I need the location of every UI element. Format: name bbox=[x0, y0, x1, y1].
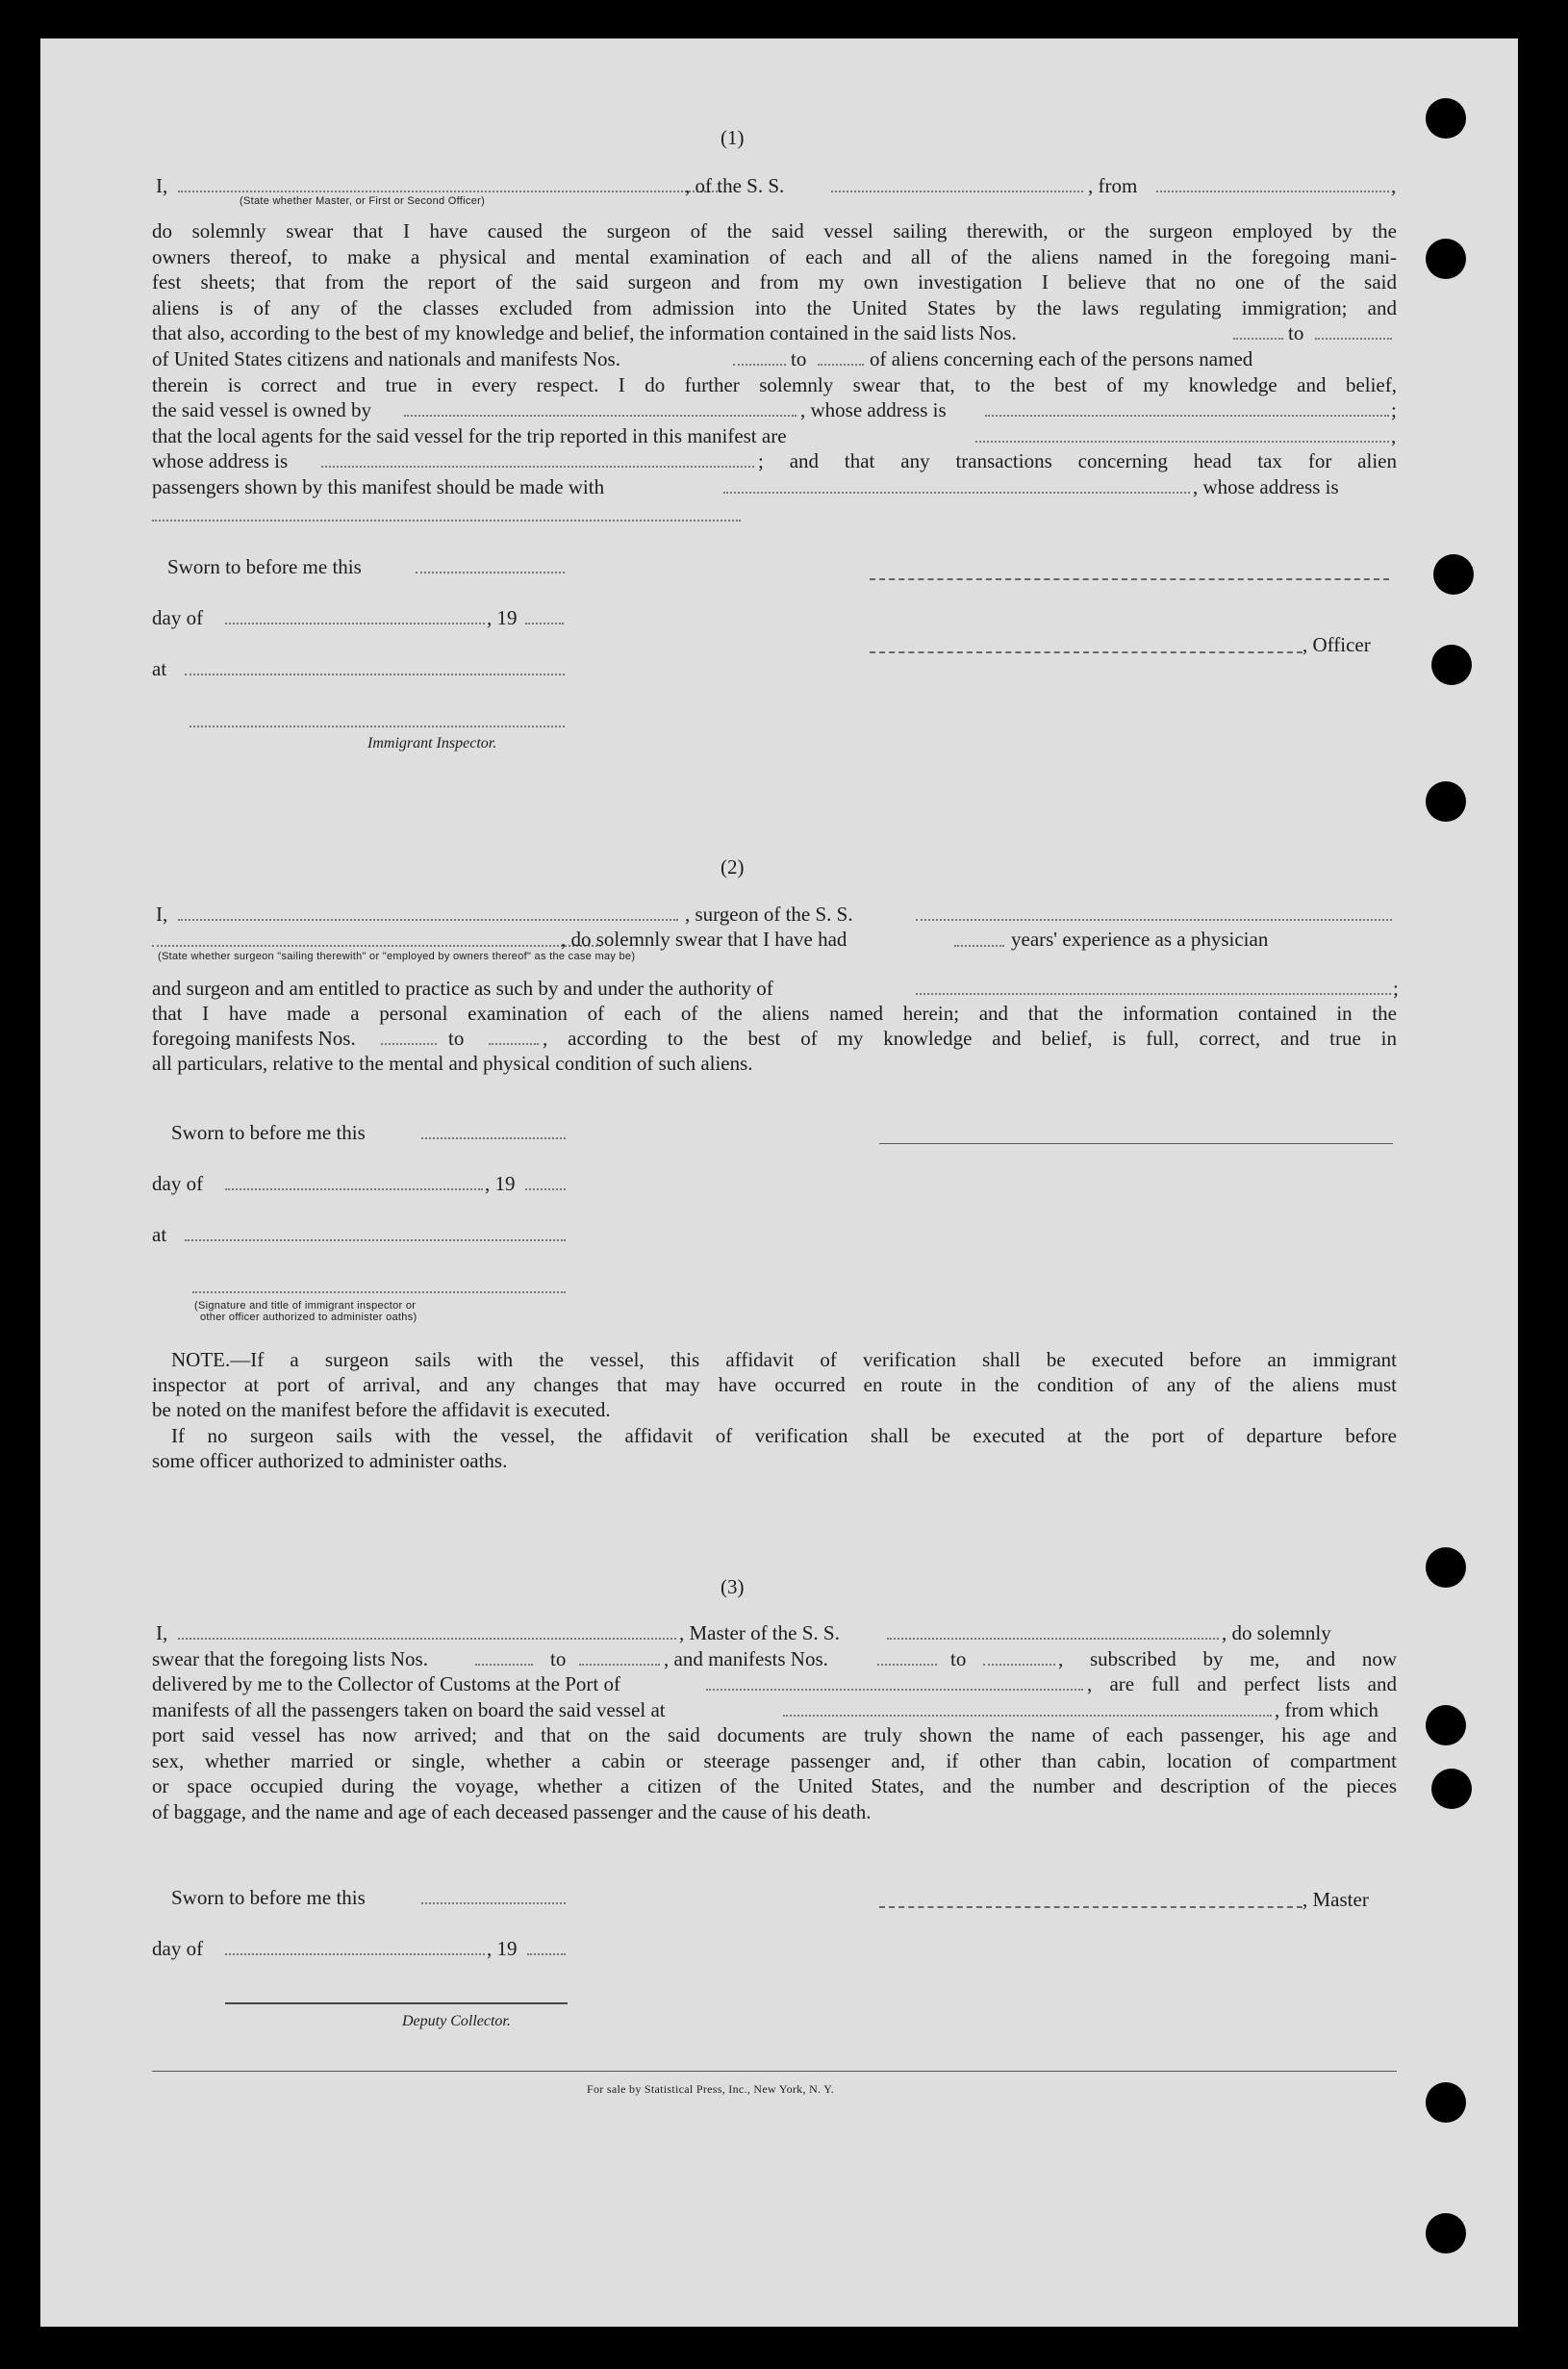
section1-line-a-to: to bbox=[1288, 321, 1304, 344]
section3-day: day of bbox=[152, 1937, 204, 1960]
section2-at: at bbox=[152, 1223, 167, 1246]
section1-inspector: Immigrant Inspector. bbox=[367, 735, 497, 751]
section1-day: day of bbox=[152, 606, 204, 629]
section1-line1-mid: , of the S. S. bbox=[685, 174, 785, 197]
section3-line1-end: , do solemnly bbox=[1222, 1621, 1331, 1644]
practice-authority-field[interactable] bbox=[916, 993, 1391, 995]
master-signature-line[interactable] bbox=[879, 1906, 1302, 1908]
section3-collector: Deputy Collector. bbox=[402, 2013, 511, 2029]
section1-body-line: owners thereof, to make a physical and mental examination of each and all of the aliens named in the foregoing mani- bbox=[152, 244, 1397, 268]
footer-rule bbox=[152, 2071, 1397, 2072]
section3-day-field[interactable] bbox=[225, 1953, 485, 1955]
officer-signature-line[interactable] bbox=[870, 651, 1302, 653]
binder-hole-decoration bbox=[1433, 554, 1474, 595]
section1-line-f-start: whose address is bbox=[152, 449, 289, 472]
binder-hole-decoration bbox=[1426, 1705, 1466, 1745]
lists-to-field[interactable] bbox=[1315, 338, 1392, 340]
section3-sworn-date-field[interactable] bbox=[421, 1902, 566, 1904]
section2-note-line: If no surgeon sails with the vessel, the affidavit of verification shall be executed at the port of departure before bbox=[171, 1424, 1397, 1447]
section2-line5-to: to bbox=[448, 1027, 465, 1050]
section3-line3-start: delivered by me to the Collector of Customs at the Port of bbox=[152, 1672, 620, 1695]
section2-sworn-date-field[interactable] bbox=[421, 1137, 566, 1139]
section3-body-line: port said vessel has now arrived; and that on the said documents are truly shown the name of each passenger, his age and bbox=[152, 1723, 1397, 1746]
section1-line-e-end: , bbox=[1391, 424, 1397, 447]
section2-day: day of bbox=[152, 1172, 204, 1195]
manifest-affidavit-page bbox=[40, 38, 1518, 2327]
section2-manifests-from-field[interactable] bbox=[381, 1043, 437, 1045]
section2-manifests-to-field[interactable] bbox=[489, 1043, 539, 1045]
section3-manifests-to-field[interactable] bbox=[983, 1664, 1055, 1666]
section2-line3-start: and surgeon and am entitled to practice as such by and under the authority of bbox=[152, 977, 773, 1000]
section1-year: , 19 bbox=[487, 606, 518, 629]
section2-line1-mid: , surgeon of the S. S. bbox=[685, 903, 853, 926]
section1-line-g-end: , whose address is bbox=[1193, 475, 1339, 498]
surgeon-name-field[interactable] bbox=[178, 919, 678, 921]
binder-hole-decoration bbox=[1426, 98, 1466, 139]
agents-address-field[interactable] bbox=[321, 466, 754, 468]
section1-line-d-end: ; bbox=[1391, 398, 1397, 421]
section1-number: (1) bbox=[721, 126, 745, 149]
section1-line-d-mid: , whose address is bbox=[800, 398, 947, 421]
section1-at-field[interactable] bbox=[185, 674, 565, 675]
section1-line1-end: , from bbox=[1088, 174, 1138, 197]
section1-line-b-start: of United States citizens and nationals and manifests Nos. bbox=[152, 347, 620, 370]
officer-title-field[interactable] bbox=[178, 191, 721, 192]
vessel-name-field[interactable] bbox=[831, 191, 1083, 192]
section1-body-line: fest sheets; that from the report of the said surgeon and from my own investigation I believe that no one of the said bbox=[152, 270, 1397, 293]
local-agents-field[interactable] bbox=[975, 441, 1389, 443]
section2-line5-end: , according to the best of my knowledge and belief, is full, correct, and true in bbox=[543, 1027, 1397, 1050]
section1-line-d-start: the said vessel is owned by bbox=[152, 398, 372, 421]
surgeon-vessel-field[interactable] bbox=[916, 919, 1392, 921]
section3-body-line: or space occupied during the voyage, whether a citizen of the United States, and the number and description of the pieces bbox=[152, 1774, 1397, 1797]
embarkation-port-field[interactable] bbox=[783, 1715, 1272, 1717]
section1-line-f-end: ; and that any transactions concerning head tax for alien bbox=[758, 449, 1397, 472]
section1-caption: (State whether Master, or First or Second Officer) bbox=[240, 195, 486, 207]
section2-line6: all particulars, relative to the mental and physical condition of such aliens. bbox=[152, 1052, 753, 1075]
section3-line2-to1: to bbox=[550, 1647, 567, 1670]
immigrant-inspector-signature[interactable] bbox=[190, 726, 565, 727]
section3-master: , Master bbox=[1302, 1888, 1369, 1911]
section3-number: (3) bbox=[721, 1575, 745, 1598]
binder-hole-decoration bbox=[1426, 2082, 1466, 2123]
vessel-owner-field[interactable] bbox=[404, 415, 797, 417]
section1-line-b-to: to bbox=[791, 347, 807, 370]
binder-hole-decoration bbox=[1426, 2213, 1466, 2254]
section1-line-e-start: that the local agents for the said vessel for the trip reported in this manifest are bbox=[152, 424, 787, 447]
owner-address-field[interactable] bbox=[985, 415, 1389, 417]
section3-vessel-field[interactable] bbox=[887, 1638, 1219, 1640]
section2-year: , 19 bbox=[485, 1172, 516, 1195]
section1-line-a: that also, according to the best of my knowledge and belief, the information contained in the said lists Nos. bbox=[152, 321, 1017, 344]
binder-hole-decoration bbox=[1431, 645, 1472, 685]
binder-hole-decoration bbox=[1426, 781, 1466, 822]
section1-body-line: aliens is of any of the classes excluded from admission into the United States by the laws regulating immigration; and bbox=[152, 295, 1397, 319]
section3-line1-mid: , Master of the S. S. bbox=[679, 1621, 840, 1644]
section2-line2-mid: , do solemnly swear that I have had bbox=[561, 928, 847, 951]
section2-sworn: Sworn to before me this bbox=[171, 1121, 366, 1144]
master-name-field[interactable] bbox=[178, 1638, 676, 1640]
section1-officer: , Officer bbox=[1302, 633, 1371, 656]
section1-year-field[interactable] bbox=[525, 623, 564, 624]
section3-body-line: of baggage, and the name and age of each deceased passenger and the cause of his death. bbox=[152, 1799, 872, 1823]
section3-line4-start: manifests of all the passengers taken on board the said vessel at bbox=[152, 1698, 666, 1721]
section3-year-field[interactable] bbox=[527, 1953, 566, 1955]
deputy-collector-signature[interactable] bbox=[225, 2002, 568, 2004]
years-experience-field[interactable] bbox=[954, 945, 1004, 947]
binder-hole-decoration bbox=[1426, 239, 1466, 279]
section2-note-line: some officer authorized to administer oaths. bbox=[152, 1449, 508, 1472]
port-of-collector-field[interactable] bbox=[706, 1689, 1083, 1691]
section2-line1-start: I, bbox=[156, 903, 168, 926]
section3-line2-to2: to bbox=[950, 1647, 967, 1670]
section3-lists-to-field[interactable] bbox=[579, 1664, 660, 1666]
section3-line1-start: I, bbox=[156, 1621, 168, 1644]
section1-day-field[interactable] bbox=[225, 623, 485, 624]
lists-from-field[interactable] bbox=[1233, 338, 1283, 340]
surgeon-status-field[interactable] bbox=[152, 945, 601, 947]
section2-line5-start: foregoing manifests Nos. bbox=[152, 1027, 356, 1050]
binder-hole-decoration bbox=[1426, 1547, 1466, 1588]
section2-inspector-signature[interactable] bbox=[192, 1291, 566, 1293]
section1-signature-line[interactable] bbox=[870, 578, 1389, 580]
section1-at: at bbox=[152, 657, 167, 680]
section2-note-line: NOTE.—If a surgeon sails with the vessel, this affidavit of verification shall be executed before an immigrant bbox=[171, 1348, 1397, 1371]
section2-signature-line[interactable] bbox=[879, 1143, 1393, 1144]
section3-line2-start: swear that the foregoing lists Nos. bbox=[152, 1647, 428, 1670]
section3-line2-end: , subscribed by me, and now bbox=[1058, 1647, 1397, 1670]
section1-line-b-end: of aliens concerning each of the persons named bbox=[870, 347, 1253, 370]
section3-line4-end: , from which bbox=[1275, 1698, 1378, 1721]
section2-line4: that I have made a personal examination of each of the aliens named herein; and that the information contained in the bbox=[152, 1002, 1397, 1025]
section3-manifests-from-field[interactable] bbox=[877, 1664, 937, 1666]
section1-body-line: do solemnly swear that I have caused the surgeon of the said vessel sailing therewith, or the surgeon employed by the bbox=[152, 219, 1397, 242]
section2-year-field[interactable] bbox=[525, 1188, 566, 1190]
from-port-field[interactable] bbox=[1156, 191, 1389, 192]
section3-sworn: Sworn to before me this bbox=[171, 1886, 366, 1909]
section3-line3-end: , are full and perfect lists and bbox=[1087, 1672, 1397, 1695]
manifests-from-field[interactable] bbox=[733, 364, 786, 366]
section1-sworn-date-field[interactable] bbox=[416, 572, 565, 573]
section2-sig-caption-2: other officer authorized to administer oaths) bbox=[200, 1312, 417, 1323]
section2-sig-caption-1: (Signature and title of immigrant inspector or bbox=[194, 1300, 417, 1312]
section1-sworn: Sworn to before me this bbox=[167, 555, 362, 578]
head-tax-party-field[interactable] bbox=[723, 492, 1190, 494]
section3-line2-mid: , and manifests Nos. bbox=[664, 1647, 828, 1670]
section3-body-line: sex, whether married or single, whether a cabin or steerage passenger and, if other than cabin, location of compartment bbox=[152, 1748, 1397, 1772]
binder-hole-decoration bbox=[1431, 1769, 1472, 1809]
section3-lists-from-field[interactable] bbox=[475, 1664, 533, 1666]
head-tax-address-field[interactable] bbox=[152, 520, 741, 522]
section2-at-field[interactable] bbox=[185, 1239, 566, 1241]
section2-day-field[interactable] bbox=[225, 1188, 483, 1190]
section2-note-line: inspector at port of arrival, and any changes that may have occurred en route in the condition of any of the aliens must bbox=[152, 1373, 1397, 1396]
section1-line1-start: I, bbox=[156, 174, 168, 197]
section2-line2-end: years' experience as a physician bbox=[1011, 928, 1269, 951]
section1-line1-comma: , bbox=[1391, 174, 1397, 197]
footer-imprint: For sale by Statistical Press, Inc., New York, N. Y. bbox=[587, 2082, 834, 2096]
section2-caption: (State whether surgeon "sailing therewith" or "employed by owners thereof" as the case may be) bbox=[158, 951, 636, 962]
section1-line-g-start: passengers shown by this manifest should be made with bbox=[152, 475, 605, 498]
section1-line-c: therein is correct and true in every respect. I do further solemnly swear that, to the best of my knowledge and belief, bbox=[152, 372, 1397, 396]
section2-number: (2) bbox=[721, 855, 745, 879]
manifests-to-field[interactable] bbox=[818, 364, 864, 366]
section2-line3-end: ; bbox=[1393, 977, 1399, 1000]
section3-year: , 19 bbox=[487, 1937, 518, 1960]
section2-note-line: be noted on the manifest before the affidavit is executed. bbox=[152, 1398, 611, 1421]
